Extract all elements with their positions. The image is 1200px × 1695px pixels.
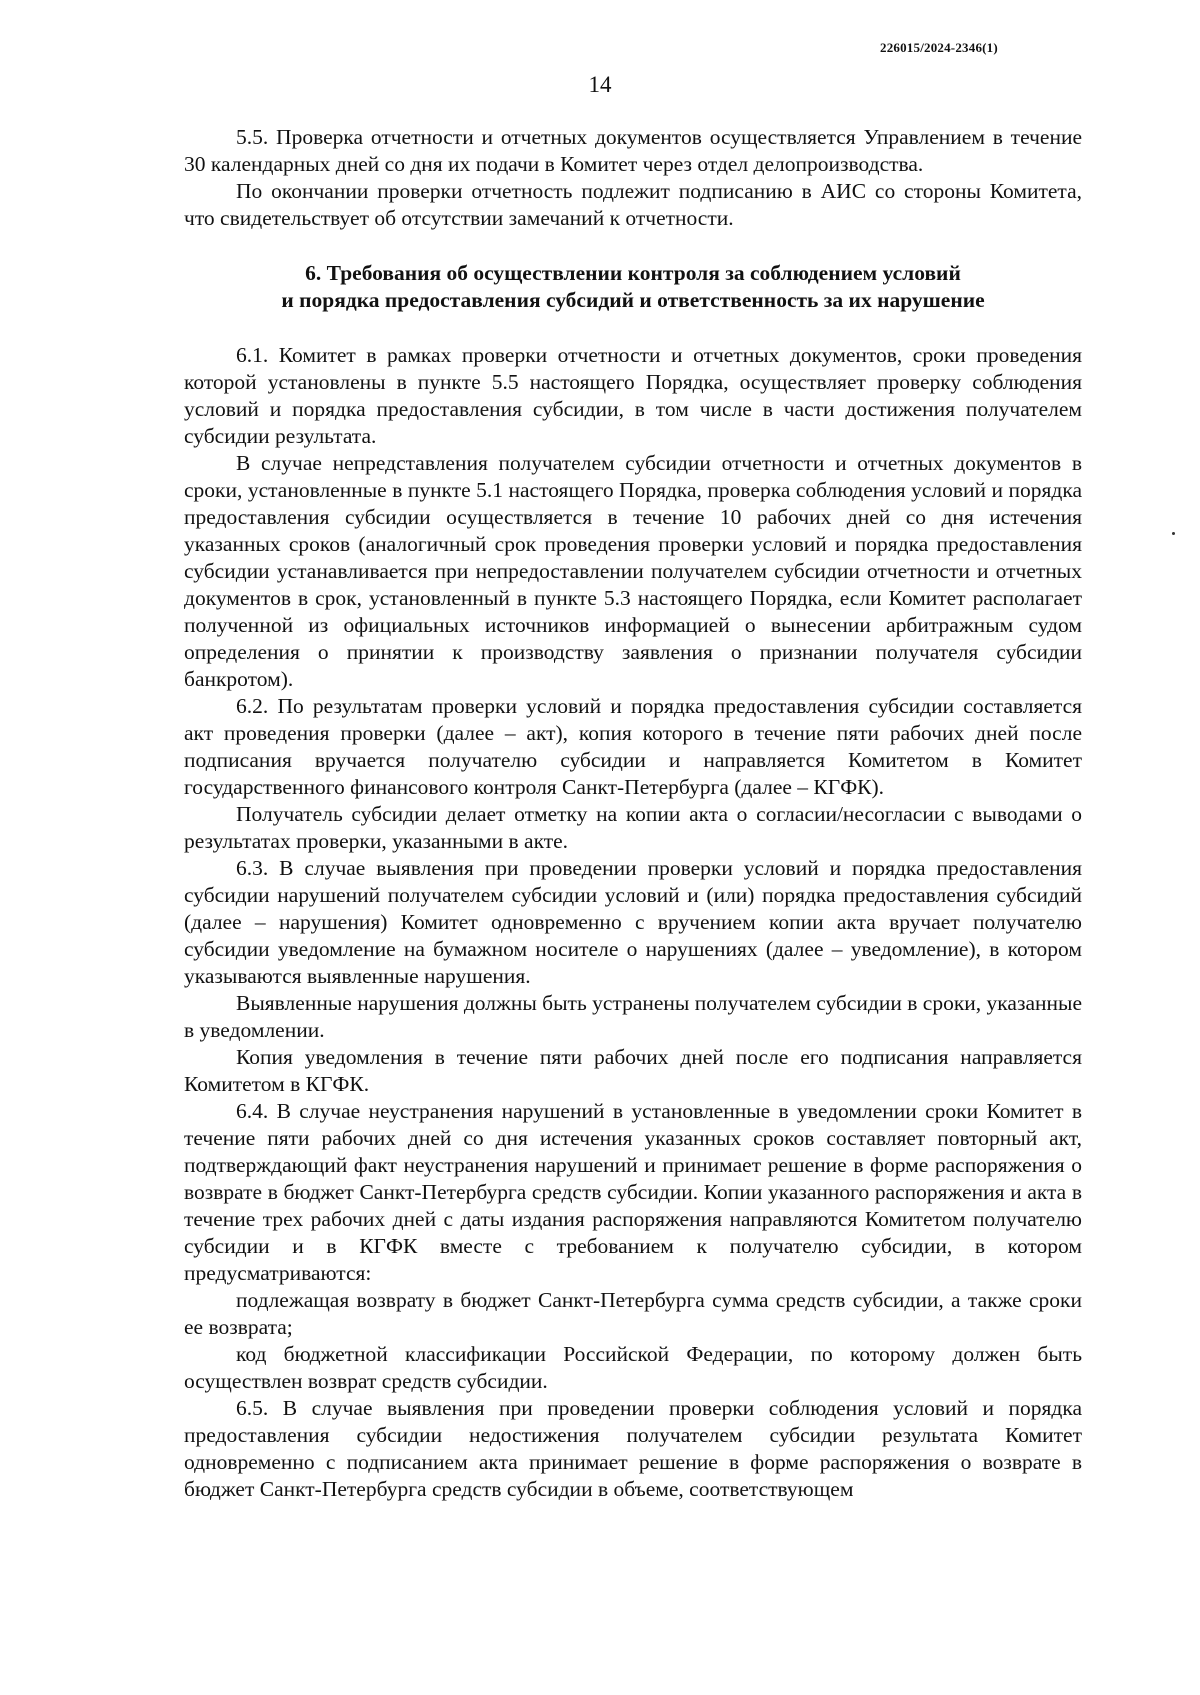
paragraph-6-5: 6.5. В случае выявления при проведении проверки соблюдения условий и порядка предоставления субсидии недостижения получателем субсидии результата Комитет одновременно с подписанием акта принимает решение в форме распоряжения о возврате в бюджет Санкт-Петербурга средств субсидии в объеме, соответствующем <box>184 1396 1082 1501</box>
section-6-heading-line-1: 6. Требования об осуществлении контроля за соблюдением условий <box>305 261 961 285</box>
paragraph-6-3: 6.3. В случае выявления при проведении проверки условий и порядка предоставления субсидии нарушений получателем субсидии условий и (или) порядка предоставления субсидий (далее – нарушения) Комитет одновременно с вручением копии акта вручает получателю субсидии уведомление на бумажном носителе о нарушениях (далее – уведомление), в котором указываются выявленные нарушения. <box>184 856 1082 988</box>
page-number: 14 <box>588 72 612 97</box>
paragraph-6-1-continuation: В случае непредставления получателем субсидии отчетности и отчетных документов в сроки, установленные в пункте 5.1 настоящего Порядка, проверка соблюдения условий и порядка предоставления субсидии осуществляется в течение 10 рабочих дней со дня истечения указанных сроков (аналогичный срок проведения проверки условий и порядка предоставления субсидии устанавливается при непредоставлении получателем субсидии отчетности и отчетных документов в срок, установленный в пункте 5.3 настоящего Порядка, если Комитет располагает полученной из официальных источников информацией о вынесении арбитражным судом определения о принятии к производству заявления о признании получателя субсидии банкротом). <box>184 451 1082 691</box>
scan-artifact-dot <box>1172 532 1175 535</box>
paragraph-6-4: 6.4. В случае неустранения нарушений в установленные в уведомлении сроки Комитет в течение пяти рабочих дней со дня истечения указанных сроков составляет повторный акт, подтверждающий факт неустранения нарушений и принимает решение в форме распоряжения о возврате в бюджет Санкт-Петербурга средств субсидии. Копии указанного распоряжения и акта в течение трех рабочих дней с даты издания распоряжения направляются Комитетом получателю субсидии и в КГФК вместе с требованием к получателю субсидии, в котором предусматриваются: <box>184 1099 1082 1285</box>
document-registration-number: 226015/2024-2346(1) <box>880 40 998 55</box>
paragraph-6-3-continuation: Выявленные нарушения должны быть устранены получателем субсидии в сроки, указанные в уведомлении. <box>184 991 1082 1042</box>
paragraph-6-1: 6.1. Комитет в рамках проверки отчетности и отчетных документов, сроки проведения которой установлены в пункте 5.5 настоящего Порядка, осуществляет проверку соблюдения условий и порядка предоставления субсидии, в том числе в части достижения получателем субсидии результата. <box>184 343 1082 448</box>
section-6-heading-line-2: и порядка предоставления субсидий и ответственность за их нарушение <box>281 288 985 312</box>
paragraph-6-3-notice-copy: Копия уведомления в течение пяти рабочих дней после его подписания направляется Комитетом в КГФК. <box>184 1045 1082 1096</box>
paragraph-5-5-continuation: По окончании проверки отчетность подлежит подписанию в АИС со стороны Комитета, что свидетельствует об отсутствии замечаний к отчетности. <box>184 179 1082 230</box>
document-body <box>184 124 1082 1503</box>
paragraph-6-2-continuation: Получатель субсидии делает отметку на копии акта о согласии/несогласии с выводами о результатах проверки, указанными в акте. <box>184 802 1082 853</box>
section-6-heading <box>184 260 1082 314</box>
list-item-refund-amount: подлежащая возврату в бюджет Санкт-Петербурга сумма средств субсидии, а также сроки ее возврата; <box>184 1288 1082 1339</box>
paragraph-6-2: 6.2. По результатам проверки условий и порядка предоставления субсидии составляется акт проведения проверки (далее – акт), копия которого в течение пяти рабочих дней после подписания вручается получателю субсидии и направляется Комитетом в Комитет государственного финансового контроля Санкт-Петербурга (далее – КГФК). <box>184 694 1082 799</box>
list-item-budget-code: код бюджетной классификации Российской Федерации, по которому должен быть осуществлен возврат средств субсидии. <box>184 1342 1082 1393</box>
paragraph-5-5: 5.5. Проверка отчетности и отчетных документов осуществляется Управлением в течение 30 календарных дней со дня их подачи в Комитет через отдел делопроизводства. <box>184 125 1082 176</box>
